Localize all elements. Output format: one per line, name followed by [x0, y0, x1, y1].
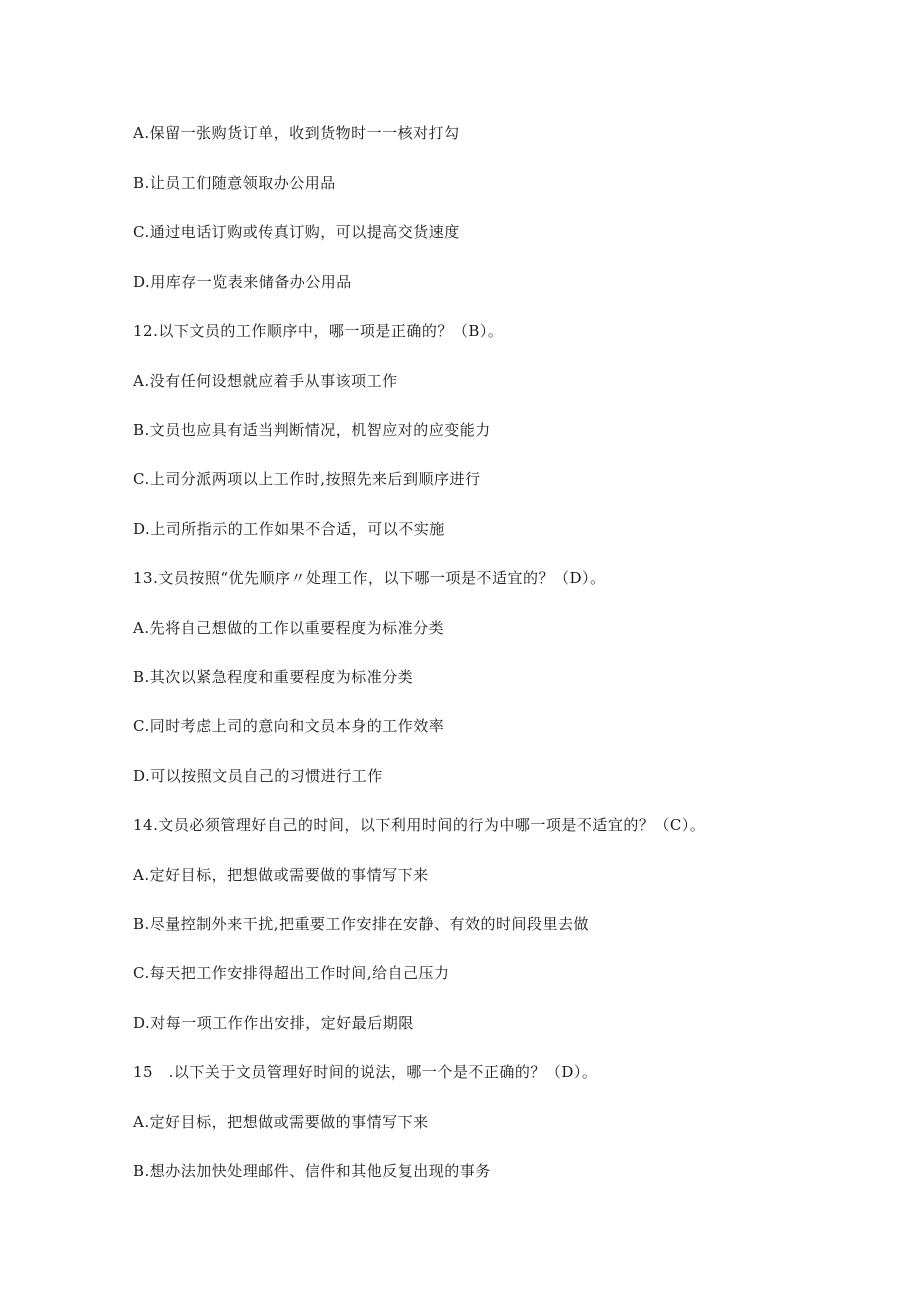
option-line: D.上司所指示的工作如果不合适，可以不实施	[133, 520, 445, 538]
option-line: B.其次以紧急程度和重要程度为标准分类	[133, 668, 414, 686]
question-line: 14.文员必须管理好自己的时间，以下利用时间的行为中哪一项是不适宜的？（C）。	[133, 816, 706, 834]
question-line: 12.以下文员的工作顺序中，哪一项是正确的？（B）。	[133, 322, 504, 340]
option-line: A.先将自己想做的工作以重要程度为标准分类	[133, 619, 445, 637]
question-line: 13.文员按照“优先顺序〃处理工作，以下哪一项是不适宜的？（D）。	[133, 569, 606, 587]
option-line: B.文员也应具有适当判断情况，机智应对的应变能力	[133, 421, 491, 439]
option-line: A.定好目标，把想做或需要做的事情写下来	[133, 866, 429, 884]
option-line: C.通过电话订购或传真订购，可以提高交货速度	[133, 223, 460, 241]
option-line: A.定好目标，把想做或需要做的事情写下来	[133, 1113, 429, 1131]
question-line: 15 .以下关于文员管理好时间的说法，哪一个是不正确的？（D）。	[133, 1063, 598, 1081]
option-line: B.让员工们随意领取办公用品	[133, 174, 336, 192]
option-line: C.同时考虑上司的意向和文员本身的工作效率	[133, 717, 445, 735]
option-line: D.可以按照文员自己的习惯进行工作	[133, 767, 383, 785]
option-line: A.保留一张购货订单，收到货物时一一核对打勾	[133, 124, 460, 142]
option-line: C.上司分派两项以上工作时,按照先来后到顺序进行	[133, 470, 481, 488]
option-line: C.每天把工作安排得超出工作时间,给自己压力	[133, 964, 450, 982]
option-line: B.尽量控制外来干扰,把重要工作安排在安静、有效的时间段里去做	[133, 915, 590, 933]
option-line: A.没有任何设想就应着手从事该项工作	[133, 372, 398, 390]
option-line: B.想办法加快处理邮件、信件和其他反复出现的事务	[133, 1162, 491, 1180]
option-line: D.对每一项工作作出安排，定好最后期限	[133, 1014, 414, 1032]
option-line: D.用库存一览表来储备办公用品	[133, 273, 352, 291]
